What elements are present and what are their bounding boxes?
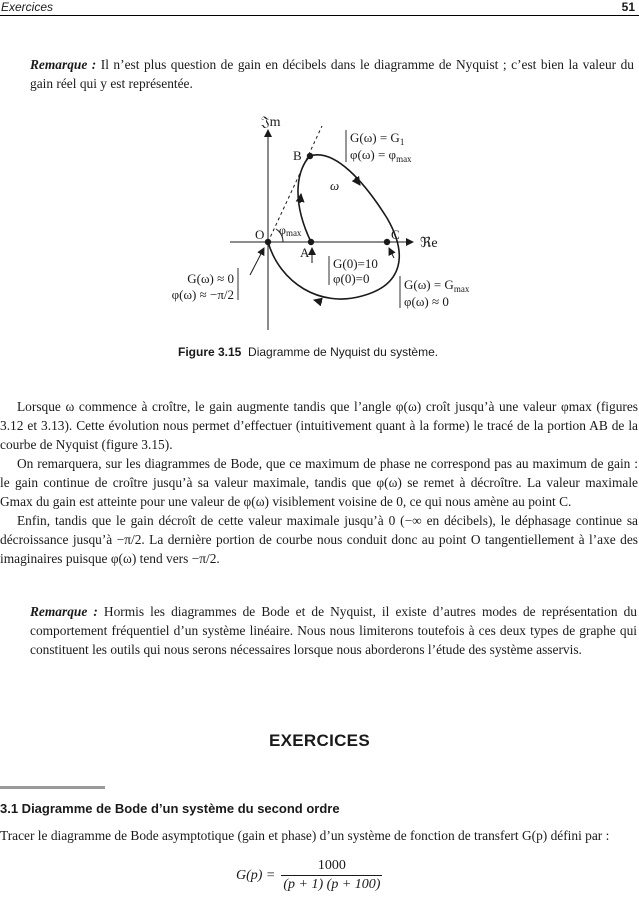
label-a-phase: φ(0)=0 [333,271,370,286]
label-c-phase: φ(ω) ≈ 0 [404,294,449,309]
paragraph-3: Enfin, tandis que le gain décroît de cette valeur maximale jusqu’à 0 (−∞ en décibels), le déphasage continue sa décroissance jusqu’à −π/2. La dernière portion de courbe nous conduit donc au point O tangentiellement à l’axe des imaginaires puisque φ(ω) tend vers −π/2. [0,513,638,566]
remark-2 [30,602,637,659]
paragraph-1: Lorsque ω commence à croître, le gain augmente tandis que l’angle φ(ω) croît jusqu’à une valeur φmax (figures 3.12 et 3.13). Cette évolution nous permet d’effectuer (intuitivement quant à la forme) le tracé de la portion AB de la courbe de Nyquist (figure 3.15). [0,399,638,452]
phi-max-label: φmax [279,223,302,238]
exercises-heading: EXERCICES [269,731,370,750]
label-o-gain: G(ω) ≈ 0 [187,271,234,286]
page-number: 51 [621,0,635,14]
point-b-dot [307,153,313,159]
label-b-gain: $G(\omega) = G_1$ [350,130,405,147]
figure-caption [178,345,438,359]
exercise-1-title: 3.1 Diagramme de Bode d’un système du second ordre [0,801,340,816]
remark-2-text: Hormis les diagrammes de Bode et de Nyquist, il existe d’autres modes de représentation du comportement fréquentiel d’un système linéaire. Nous nous limiterons toutefois à ces deux types de graphe qui constituent les outils qui nous serons nécessaires lorsque nous aborderons l’étude des système asservis. [30,604,638,657]
figure-caption-number: Figure 3.15 [178,345,242,359]
point-o-dot [265,239,271,245]
axis-im-label: 𝔍m [261,115,281,130]
equation-lhs: G(p) = [236,867,276,883]
point-o-label: O [255,227,265,242]
pointer-c [389,248,394,258]
tangent-dashed-line [268,126,322,242]
figure-caption-text: Diagramme de Nyquist du système. [248,345,439,359]
equation-numerator: 1000 [281,858,382,876]
paragraph-2: On remarquera, sur les diagrammes de Bode, que ce maximum de phase ne correspond pas au maximum de gain : le gain continue de croître jusqu’à sa valeur maximale, tandis que φ(ω) se remet à décroître. La valeur maximale Gmax du gain est atteinte pour une valeur de φ(ω) visiblement voisine de 0, ce qui nous amène au point C. [0,456,638,509]
equation-fraction [283,858,380,893]
running-header-section: Exercices [1,0,54,14]
remark-2-label: Remarque : [30,604,98,619]
curve-arrow-co [314,300,322,302]
exercise-rule [0,786,105,789]
body-paragraphs [0,397,638,568]
label-o-phase: φ(ω) ≈ −π/2 [171,287,234,302]
nyquist-diagram [150,108,490,338]
label-a-gain: G(0)=10 [333,256,378,271]
axis-re-label: ℜe [420,236,438,251]
label-b-phase: $\varphi(\omega) = \varphi_{max}$ [350,147,412,164]
label-c-gain: $G(\omega) = G_{max}$ [404,277,470,294]
remark-1-text: Il n’est plus question de gain en décibels dans le diagramme de Nyquist ; c’est bien la valeur du gain réel qui y est représentée. [30,57,634,91]
equation-denominator: (p + 1) (p + 100) [283,877,381,892]
remark-1-label: Remarque : [30,57,97,72]
point-c-dot [384,239,390,245]
curve-arrow-ab [300,194,301,203]
point-a-label: A [300,245,310,260]
pointer-o [250,248,264,275]
point-b-label: B [293,148,302,163]
point-c-label: C [391,227,400,242]
header-rule [0,15,639,16]
exercise-1-text: Tracer le diagramme de Bode asymptotique (gain et phase) d’un système de fonction de transfert G(p) défini par : [0,828,610,843]
omega-label: ω [330,178,340,193]
transfer-function-equation [236,858,380,893]
remark-1 [30,55,634,93]
